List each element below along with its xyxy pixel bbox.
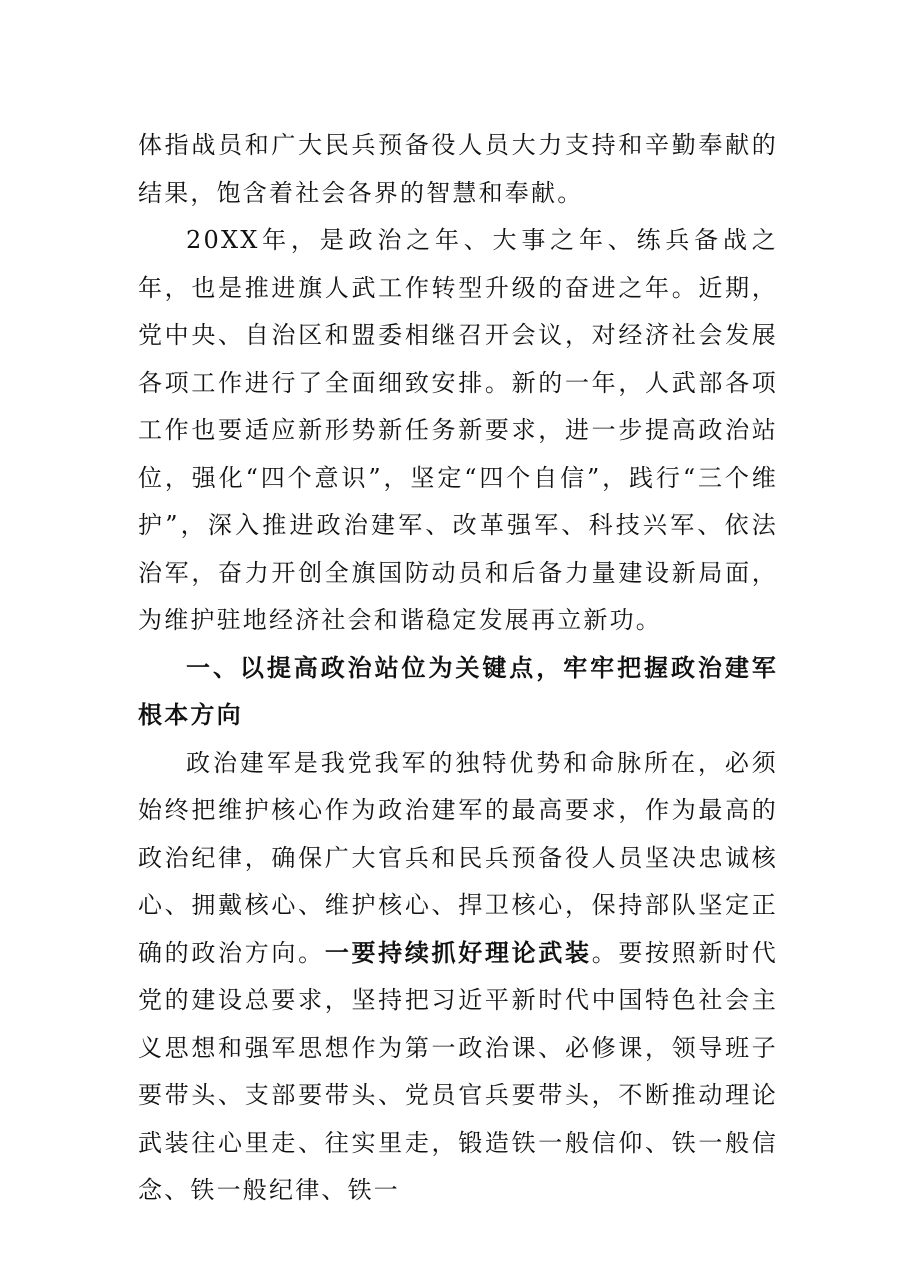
paragraph-political-building [138, 740, 778, 1215]
paragraph-continuation: 体指战员和广大民兵预备役人员大力支持和辛勤奉献的结果，饱含着社会各界的智慧和奉献。 [138, 131, 778, 207]
section-heading-1: 一、以提高政治站位为关键点，牢牢把握政治建军根本方向 [138, 653, 778, 729]
emphasis-theory-armament: 一要持续抓好理论武装 [324, 938, 592, 967]
paragraph-lead-text: 政治建军是我党我军的独特优势和命脉所在，必须始终把维护核心作为政治建军的最高要求，作为最高的政治纪律，确保广大官兵和民兵预备役人员坚决忠诚核心、拥戴核心、维护核心、捍卫核心，保持部队坚定正确的政治方向。 [138, 748, 778, 967]
paragraph-rest-text: 。要按照新时代党的建设总要求，坚持把习近平新时代中国特色社会主义思想和强军思想作为第一政治课、必修课，领导班子要带头、支部要带头、党员官兵要带头，不断推动理论武装往心里走、往实里走，锻造铁一般信仰、铁一般信念、铁一般纪律、铁一 [138, 938, 779, 1204]
paragraph-annual-overview: 20XX年，是政治之年、大事之年、练兵备战之年，也是推进旗人武工作转型升级的奋进之年。近期，党中央、自治区和盟委相继召开会议，对经济社会发展各项工作进行了全面细致安排。新的一年，人武部各项工作也要适应新形势新任务新要求，进一步提高政治站位，强化“四个意识”，坚定“四个自信”，践行“三个维护”，深入推进政治建军、改革强军、科技兴军、依法治军，奋力开创全旗国防动员和后备力量建设新局面，为维护驻地经济社会和谐稳定发展再立新功。 [138, 226, 778, 634]
document-body [138, 122, 778, 1215]
